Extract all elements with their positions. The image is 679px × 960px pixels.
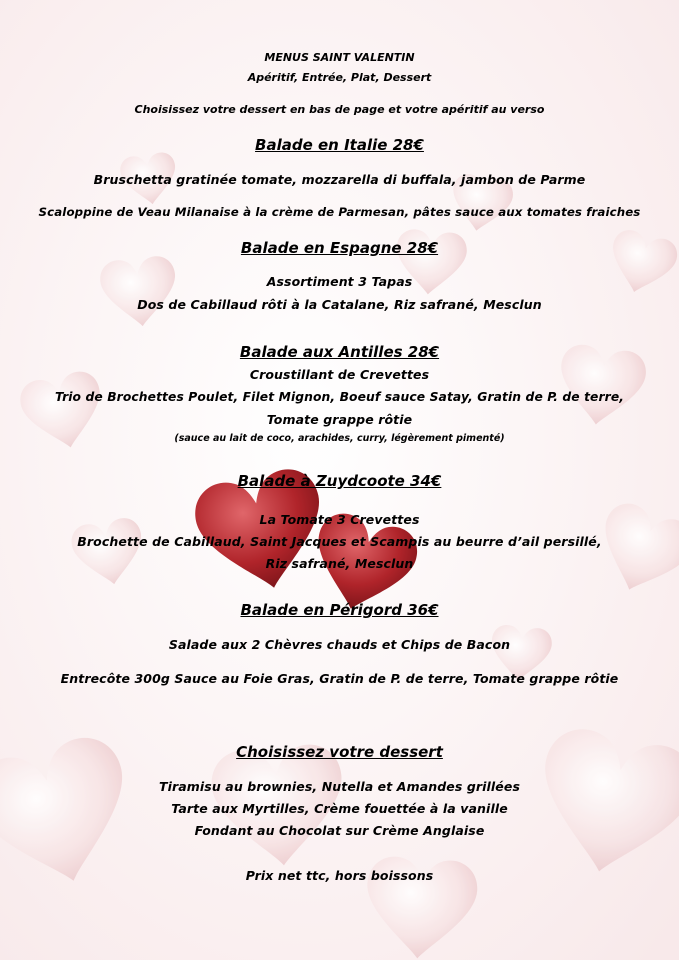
menu-item: La Tomate 3 Crevettes bbox=[259, 512, 420, 527]
menu-item: Entrecôte 300g Sauce au Foie Gras, Gratin de P. de terre, Tomate grappe rôtie bbox=[60, 671, 619, 686]
menu-heading-italie: Balade en Italie 28€ bbox=[255, 136, 424, 154]
menu-item: Riz safrané, Mesclun bbox=[265, 556, 414, 571]
menu-item: Scaloppine de Veau Milanaise à la crème de Parmesan, pâtes sauce aux tomates fraiches bbox=[38, 205, 641, 219]
menu-heading-zuydcoote: Balade à Zuydcoote 34€ bbox=[237, 472, 442, 490]
instruction-text: Choisissez votre dessert en bas de page et votre apéritif au verso bbox=[134, 103, 545, 116]
menu-item: Trio de Brochettes Poulet, Filet Mignon, Boeuf sauce Satay, Gratin de P. de terre, bbox=[54, 390, 625, 404]
menu-heading-perigord: Balade en Périgord 36€ bbox=[240, 601, 439, 619]
menu-item: Bruschetta gratinée tomate, mozzarella di buffala, jambon de Parme bbox=[93, 172, 586, 187]
menu-item: Dos de Cabillaud rôti à la Catalane, Riz safrané, Mesclun bbox=[137, 297, 542, 312]
menu-item: Assortiment 3 Tapas bbox=[266, 274, 413, 289]
dessert-item: Tiramisu au brownies, Nutella et Amandes grillées bbox=[158, 779, 521, 794]
menu-note: (sauce au lait de coco, arachides, curry, légèrement pimenté) bbox=[174, 433, 505, 444]
menu-item: Brochette de Cabillaud, Saint Jacques et Scampis au beurre d’ail persillé, bbox=[77, 534, 602, 549]
menu-heading-espagne: Balade en Espagne 28€ bbox=[240, 239, 439, 257]
dessert-item: Tarte aux Myrtilles, Crème fouettée à la vanille bbox=[171, 801, 508, 816]
page-title: MENUS SAINT VALENTIN bbox=[264, 51, 415, 64]
menu-heading-antilles: Balade aux Antilles 28€ bbox=[239, 343, 440, 361]
menu-item: Salade aux 2 Chèvres chauds et Chips de Bacon bbox=[168, 637, 511, 652]
dessert-item: Fondant au Chocolat sur Crème Anglaise bbox=[194, 823, 485, 838]
price-note: Prix net ttc, hors boissons bbox=[245, 868, 434, 883]
page-subtitle: Apéritif, Entrée, Plat, Dessert bbox=[247, 71, 432, 84]
menu-item: Tomate grappe rôtie bbox=[266, 412, 413, 427]
menu-item: Croustillant de Crevettes bbox=[249, 367, 430, 382]
dessert-heading: Choisissez votre dessert bbox=[236, 743, 443, 761]
